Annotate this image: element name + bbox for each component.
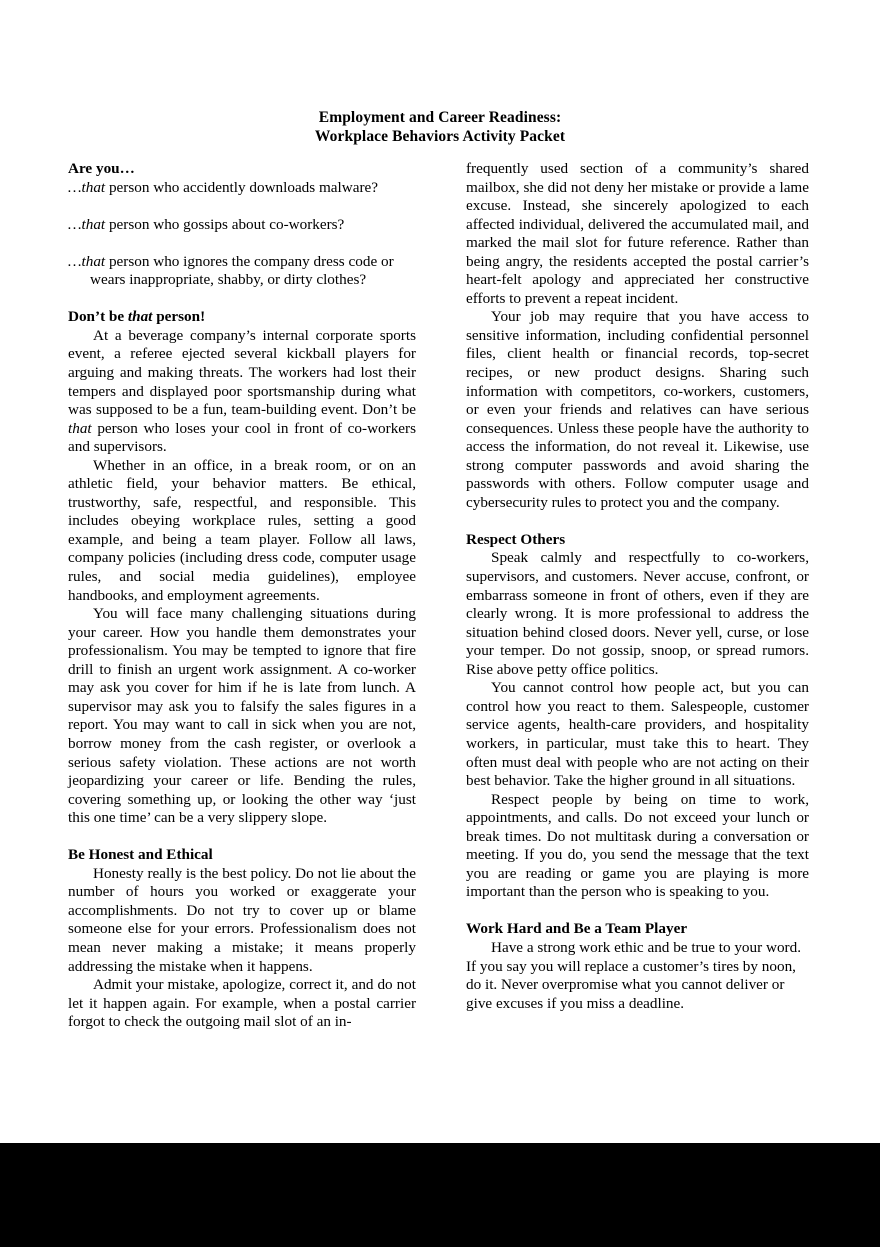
question-2-text: person who gossips about co-workers? bbox=[105, 215, 345, 233]
heading-dont-be-part-b: person! bbox=[152, 308, 206, 326]
heading-dont-be-that-person bbox=[68, 308, 416, 327]
paragraph-admit-mistake: Admit your mistake, apologize, correct it, and do not let it happen again. For example, when a postal carrier forgot to check the outgoing mail slot of an in- bbox=[68, 976, 416, 1031]
paragraph-honesty-policy: Honesty really is the best policy. Do not lie about the number of hours you worked or exaggerate your accomplishments. Do not try to cover up or blame someone else for your errors. Professionalism does not mean never making a mistake; it means properly addressing the mistake when it happens. bbox=[68, 864, 416, 975]
bottom-black-band bbox=[0, 1143, 880, 1247]
question-3-text: person who ignores the company dress code or wears inappropriate, shabby, or dirty clothes? bbox=[90, 252, 394, 289]
heading-be-honest-and-ethical: Be Honest and Ethical bbox=[68, 846, 213, 864]
spacer-1 bbox=[68, 197, 416, 216]
paragraph-kickball-part-a: At a beverage company’s internal corporate sports event, a referee ejected several kickball players for arguing and making threats. The workers had lost their tempers and displayed poor sportsmanship during what was supposed to be a fun, team-building event. Don’t be bbox=[68, 326, 416, 419]
paragraph-work-ethic: Have a strong work ethic and be true to your word. If you say you will replace a customer’s tires by noon, do it. Never overpromise what you cannot deliver or give excuses if you miss a deadline. bbox=[466, 938, 801, 1012]
paragraph-sensitive-information: Your job may require that you have access to sensitive information, including confidential personnel files, client health or financial records, top-secret recipes, or new product designs. Sharing such information with competitors, co-workers, customers, or even your friends and relatives can have serious consequences. Unless these people have the authority to access the information, do not reveal it. Likewise, use strong computer passwords and avoid sharing the passwords with others. Follow computer usage and cybersecurity rules to protect you and the company. bbox=[466, 308, 809, 511]
paragraph-cannot-control: You cannot control how people act, but you can control how you react to them. Salespeople, customer service agents, health-care providers, and hospitality workers, in particular, must take this to heart. They often must deal with people who are not acting on their best behavior. Take the higher ground in all situations. bbox=[466, 679, 809, 790]
document-title bbox=[0, 108, 880, 146]
paragraph-behavior-matters: Whether in an office, in a break room, or on an athletic field, your behavior matters. Be ethical, trustworthy, safe, respectful, and responsible. This includes obeying workplace rules, setting a good example, and being a team player. Follow all laws, company policies (including dress code, computer usage rules, and social media guidelines), employee handbooks, and employment agreements. bbox=[68, 456, 416, 604]
question-item-3 bbox=[68, 253, 416, 290]
paragraph-respect-time: Respect people by being on time to work, appointments, and calls. Do not exceed your lunch or break times. Do not multitask during a conversation or meeting. If you do, you send the message that the text you are reading or game you are playing is more important than the person who is speaking to you. bbox=[466, 790, 809, 901]
paragraph-postal-carrier-continued: frequently used section of a community’s shared mailbox, she did not deny her mistake or provide a lame excuse. Instead, she sincerely apologized to each affected individual, delivered the accumulated mail, and marked the mail slot for future reference. Rather than being angry, the residents accepted the postal carrier’s heart-felt apology and appreciated her constructive efforts to prevent a repeat incident. bbox=[466, 160, 809, 307]
question-1-text: person who accidently downloads malware? bbox=[105, 178, 379, 196]
spacer-2 bbox=[68, 234, 416, 253]
heading-dont-be-part-a: Don’t be bbox=[68, 308, 128, 326]
heading-dont-be-emphasis: that bbox=[127, 308, 153, 326]
paragraph-kickball-part-b: person who loses your cool in front of co-workers and supervisors. bbox=[68, 419, 416, 456]
spacer-4 bbox=[68, 828, 416, 847]
paragraph-kickball-emphasis: that bbox=[68, 419, 92, 437]
heading-respect-others: Respect Others bbox=[466, 530, 566, 548]
question-3-lead: …that bbox=[68, 252, 106, 270]
spacer-6 bbox=[466, 902, 809, 921]
question-item-2 bbox=[68, 216, 416, 235]
title-line-2: Workplace Behaviors Activity Packet bbox=[314, 128, 566, 145]
paragraph-speak-calmly: Speak calmly and respectfully to co-workers, supervisors, and customers. Never accuse, confront, or embarrass someone in front of others, even if they are clearly wrong. It is more professional to address the situation behind closed doors. Never yell, curse, or lose your temper. Do not gossip, snoop, or spread rumors. Rise above petty office politics. bbox=[466, 549, 809, 678]
right-column bbox=[466, 160, 809, 1013]
spacer-5 bbox=[466, 512, 809, 531]
heading-work-hard-team-player: Work Hard and Be a Team Player bbox=[466, 920, 688, 938]
heading-are-you: Are you… bbox=[68, 160, 135, 177]
spacer-3 bbox=[68, 290, 416, 309]
title-line-1: Employment and Career Readiness: bbox=[318, 109, 562, 126]
paragraph-kickball-story bbox=[68, 327, 416, 457]
question-1-lead: …that bbox=[68, 178, 106, 196]
left-column bbox=[68, 160, 416, 1032]
question-2-lead: …that bbox=[68, 215, 106, 233]
paragraph-challenging-situations: You will face many challenging situations during your career. How you handle them demonstrates your professionalism. You may be tempted to ignore that fire drill to finish an urgent work assignment. A co-worker may ask you cover for him if he is late from lunch. A supervisor may ask you to falsify the sales figures in a report. You may want to call in sick when you are not, borrow money from the cash register, or overlook a serious safety violation. These actions are not worth jeopardizing your career or life. Bending the rules, covering something up, or looking the other way ‘just this one time’ can be a very slippery slope. bbox=[68, 605, 416, 827]
question-item-1 bbox=[68, 179, 416, 198]
